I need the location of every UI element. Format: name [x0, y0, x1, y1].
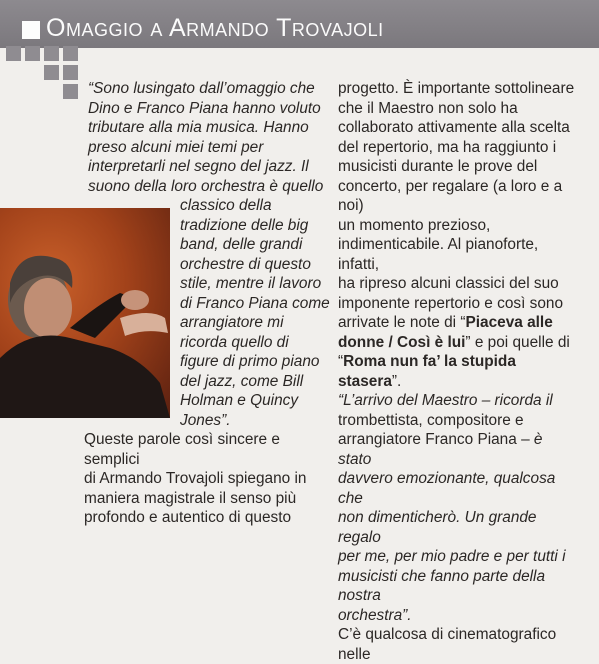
text-run: è stato — [338, 431, 543, 468]
text-line: arrangiatore mi — [180, 314, 284, 331]
column-2 — [338, 79, 578, 664]
text-line — [338, 430, 578, 469]
text-line: ricorda quello di — [180, 333, 289, 351]
text-line: di Armando Trovajoli spiegano in — [84, 470, 307, 487]
text-line — [338, 333, 578, 353]
grid-square-icon — [6, 46, 21, 61]
text-line: band, delle grandi — [180, 236, 303, 253]
text-line: collaborato attivamente alla scelta — [338, 119, 570, 136]
text-line: imponente repertorio e così sono — [338, 294, 564, 312]
text-line: per me, per mio padre e per tutti i — [338, 548, 566, 565]
conductor-photo-icon — [0, 208, 170, 418]
header-band — [0, 0, 599, 48]
song-title: Roma nun fa’ la stupida stasera — [338, 353, 516, 390]
text-line: musicisti che fanno parte della nostra — [338, 567, 546, 604]
column-1-wrapped — [180, 196, 330, 430]
text-run: ”. — [391, 372, 402, 390]
text-line: stile, mentre il lavoro — [180, 275, 322, 292]
conductor-photo — [0, 208, 170, 418]
grid-square-icon — [63, 46, 78, 61]
page-title: Omaggio a Armando Trovajoli — [46, 14, 384, 42]
text-line: che il Maestro non solo ha — [338, 99, 518, 117]
song-title: donne / Così è lui — [338, 333, 466, 351]
text-line: interpretarli nel segno del jazz. Il — [88, 158, 309, 175]
text-line: concerto, per regalare (a loro e a noi) — [338, 177, 563, 214]
grid-square-icon — [63, 65, 78, 80]
column-1-bottom — [84, 430, 330, 528]
text-line: Jones”. — [180, 411, 231, 429]
text-line: suono della loro orchestra è quello — [88, 177, 324, 195]
text-run: “ — [338, 353, 344, 370]
text-run: ” e poi quelle di — [465, 333, 570, 351]
text-line: Dino e Franco Piana hanno voluto — [88, 99, 321, 117]
text-line — [338, 313, 578, 333]
header-square-icon — [22, 21, 40, 39]
grid-square-icon — [44, 46, 59, 61]
text-line: davvero emozionante, qualcosa che — [338, 470, 556, 507]
text-line — [338, 352, 578, 391]
text-line: “L’arrivo del Maestro – ricorda il — [338, 392, 553, 409]
text-line: maniera magistrale il senso più — [84, 489, 297, 507]
grid-square-icon — [44, 65, 59, 80]
text-line: ha ripreso alcuni classici del suo — [338, 275, 559, 292]
text-run: arrivate le note di “ — [338, 314, 466, 331]
text-line: “Sono lusingato dall’omaggio che — [88, 80, 315, 97]
text-line: di Franco Piana come — [180, 294, 330, 312]
text-line: Holman e Quincy — [180, 392, 299, 409]
grid-square-icon — [63, 84, 78, 99]
column-1-top — [88, 79, 328, 196]
text-line: tributare alla mia musica. Hanno — [88, 119, 309, 136]
text-line: Queste parole così sincere e semplici — [84, 431, 280, 468]
text-line: figure di primo piano — [180, 353, 320, 370]
text-line: tradizione delle big — [180, 216, 309, 234]
song-title: Piaceva alle — [465, 314, 553, 331]
text-line: orchestra”. — [338, 606, 412, 624]
text-line: indimenticabile. Al pianoforte, infatti, — [338, 236, 539, 273]
text-line: trombettista, compositore e — [338, 411, 524, 429]
text-line: classico della — [180, 197, 272, 214]
text-line: C’è qualcosa di cinematografico nelle — [338, 626, 557, 663]
text-run: arrangiatore Franco Piana – — [338, 431, 534, 448]
text-line: profondo e autentico di questo — [84, 509, 292, 526]
text-line: non dimenticherò. Un grande regalo — [338, 509, 537, 546]
grid-square-icon — [25, 46, 40, 61]
text-line: un momento prezioso, — [338, 216, 491, 234]
text-line: musicisti durante le prove del — [338, 158, 538, 175]
text-line: del jazz, come Bill — [180, 372, 304, 390]
text-line: orchestre di questo — [180, 255, 311, 273]
text-line: preso alcuni miei temi per — [88, 138, 264, 156]
text-line: progetto. È importante sottolineare — [338, 80, 575, 97]
text-line: del repertorio, ma ha raggiunto i — [338, 138, 557, 156]
